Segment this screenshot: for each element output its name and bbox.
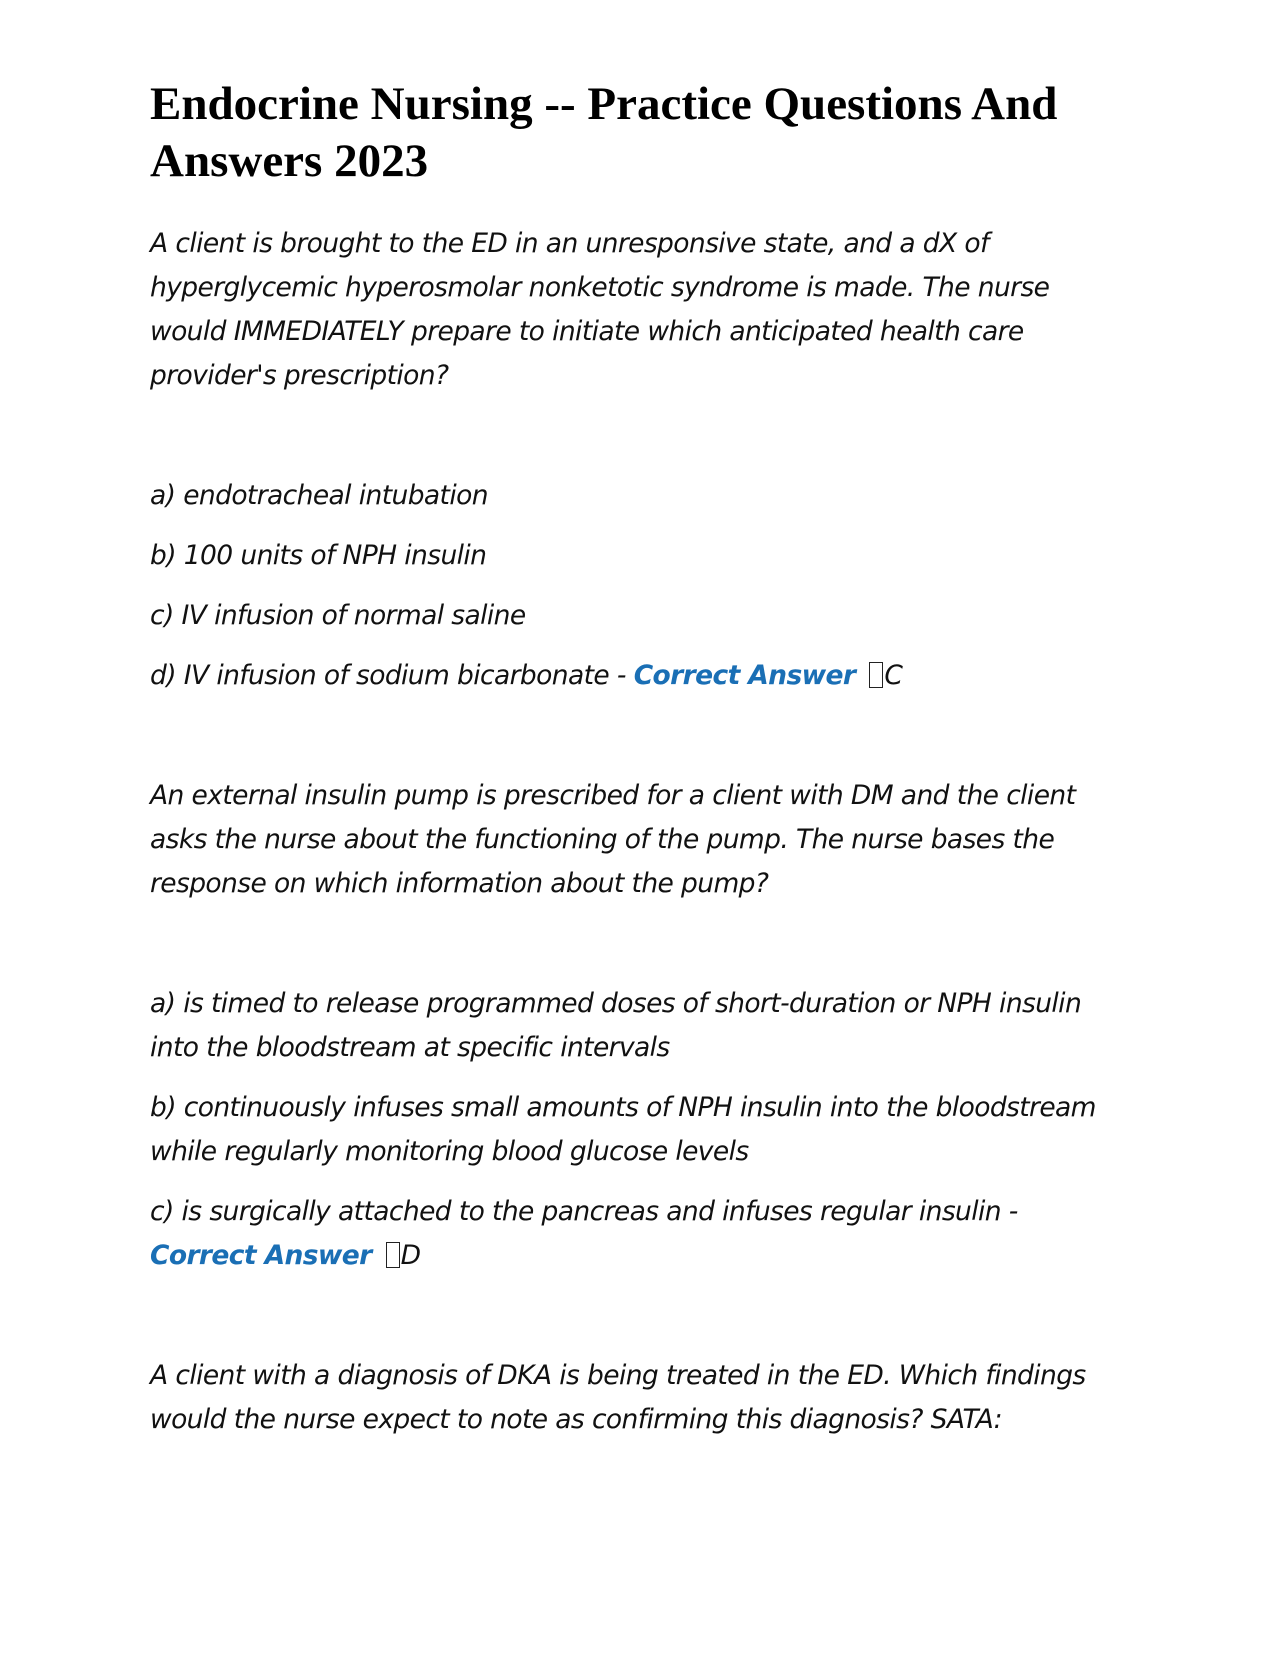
- question-3-text: A client with a diagnosis of DKA is being treated in the ED. Which findings would the nurse expect to note as confirming this diagnosis? SATA:: [150, 1360, 1086, 1435]
- question-2-option-a: a) is timed to release programmed doses of short-duration or NPH insulin into the bloodstream at specific intervals: [150, 988, 1082, 1063]
- correct-answer-label: Correct Answer: [633, 660, 856, 691]
- document-title: Endocrine Nursing -- Practice Questions And Answers 2023: [150, 78, 1058, 187]
- question-2-option-c-with-answer: [150, 1190, 1130, 1278]
- correct-answer-value: C: [884, 660, 903, 691]
- correct-answer-label: Correct Answer: [150, 1240, 372, 1271]
- correct-answer-value: D: [400, 1240, 421, 1271]
- question-1-option-c: c) IV infusion of normal saline: [150, 600, 526, 631]
- question-1-option-d: d) IV infusion of sodium bicarbonate -: [150, 660, 634, 691]
- question-2-option-c: c) is surgically attached to the pancreas and infuses regular insulin -: [150, 1196, 1018, 1227]
- question-2-options: [150, 982, 1130, 1278]
- document-page: [150, 76, 1130, 1442]
- question-1-options: [150, 474, 1130, 698]
- question-2-option-b: b) continuously infuses small amounts of NPH insulin into the bloodstream while regularly monitoring blood glucose levels: [150, 1092, 1096, 1167]
- question-1-option-a: a) endotracheal intubation: [150, 480, 488, 511]
- question-1-option-d-with-answer: [150, 654, 1130, 698]
- checkbox-icon: [386, 1242, 400, 1268]
- checkbox-icon: [869, 662, 883, 688]
- question-1-option-b: b) 100 units of NPH insulin: [150, 540, 487, 571]
- question-2-text: An external insulin pump is prescribed for a client with DM and the client asks the nurse about the functioning of the pump. The nurse bases the response on which information about the pump?: [150, 780, 1076, 899]
- question-1-text: A client is brought to the ED in an unresponsive state, and a dX of hyperglycemic hyperosmolar nonketotic syndrome is made. The nurse would IMMEDIATELY prepare to initiate which anticipated health care provider's prescription?: [150, 228, 1050, 391]
